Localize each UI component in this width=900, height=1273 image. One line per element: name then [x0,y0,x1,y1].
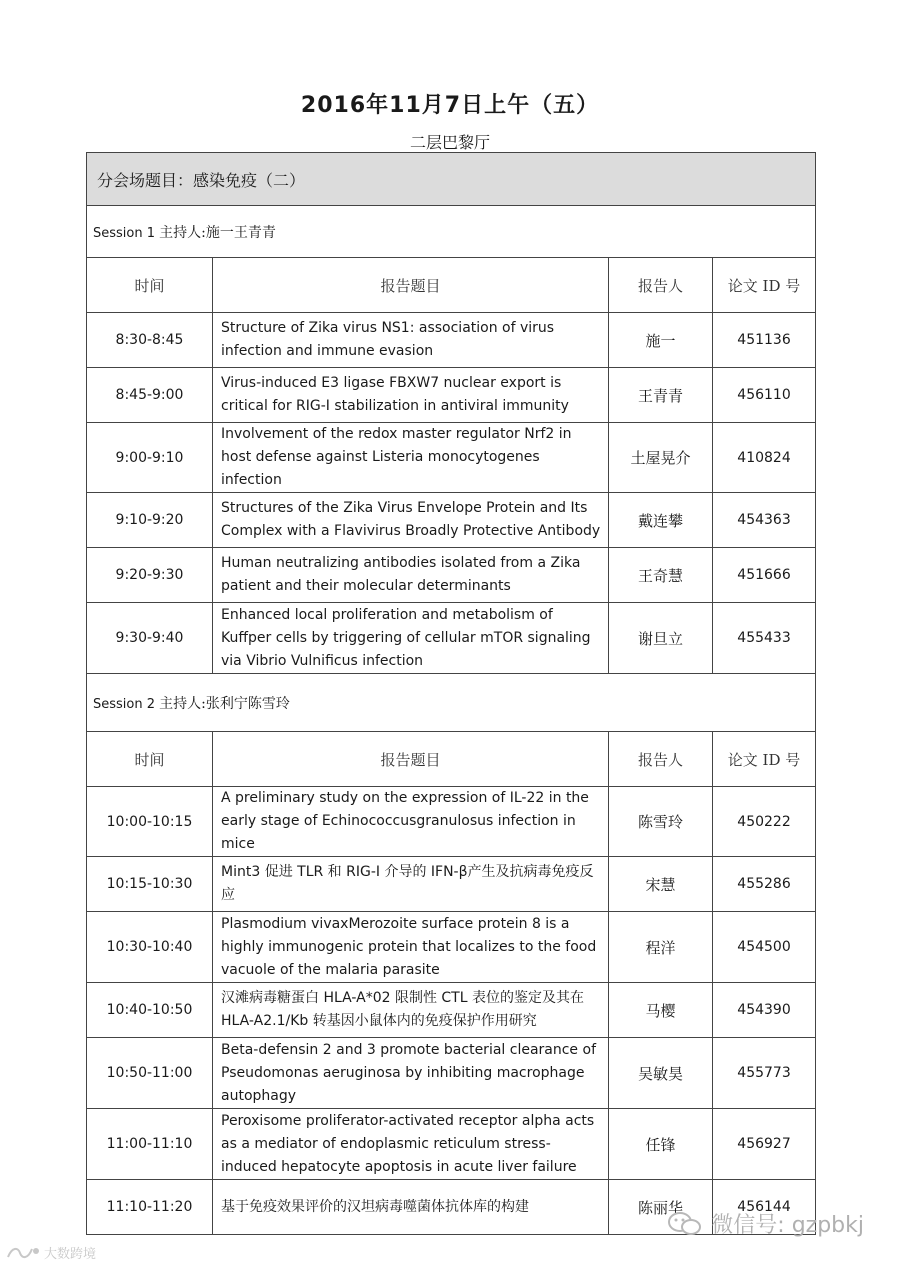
cell-paper-id: 451666 [713,548,816,603]
session-hosts: 主持人:施一王青青 [159,224,276,241]
cell-speaker: 王奇慧 [609,548,713,603]
cell-time: 8:45-9:00 [87,368,213,423]
page-title: 2016年11月7日上午（五） [300,93,600,118]
table-row [87,603,816,674]
table-row [87,912,816,983]
wechat-watermark [667,1208,864,1239]
logo-icon [6,1245,40,1261]
table-row [87,423,816,493]
cell-topic: Mint3 促进 TLR 和 RIG-I 介导的 IFN-β产生及抗病毒免疫反应 [213,857,609,912]
cell-speaker: 谢旦立 [609,603,713,674]
cell-time: 8:30-8:45 [87,313,213,368]
table-row [87,548,816,603]
session-header-row [87,674,816,732]
section-title: 分会场题目：感染免疫（二） [87,153,816,206]
cell-topic: Enhanced local proliferation and metabolism of Kuffper cells by triggering of cellular mTOR signaling via Vibrio Vulnificus infection [213,603,609,674]
cell-topic: Involvement of the redox master regulator Nrf2 in host defense against Listeria monocytogenes infection [213,423,609,493]
cell-topic: Plasmodium vivaxMerozoite surface protein 8 is a highly immunogenic protein that localizes to the food vacuole of the malaria parasite [213,912,609,983]
table-row [87,1038,816,1109]
cell-topic: 基于免疫效果评价的汉坦病毒噬菌体抗体库的构建 [213,1180,609,1235]
cell-time: 10:40-10:50 [87,983,213,1038]
wechat-id-text: 微信号: gzpbkj [711,1213,864,1238]
cell-paper-id: 454363 [713,493,816,548]
cell-paper-id: 456144 [713,1180,816,1235]
table-row [87,493,816,548]
cell-speaker: 陈丽华 [609,1180,713,1235]
cell-topic: Virus-induced E3 ligase FBXW7 nuclear export is critical for RIG-I stabilization in antiviral immunity [213,368,609,423]
cell-paper-id: 456110 [713,368,816,423]
cell-topic: 汉滩病毒糖蛋白 HLA-A*02 限制性 CTL 表位的鉴定及其在 HLA-A2.1/Kb 转基因小鼠体内的免疫保护作用研究 [213,983,609,1038]
schedule-table [86,152,816,1235]
col-header-time: 时间 [87,732,213,787]
cell-paper-id: 456927 [713,1109,816,1180]
session-label: Session 2 [93,696,156,712]
cell-time: 10:15-10:30 [87,857,213,912]
cell-time: 10:00-10:15 [87,787,213,857]
cell-time: 10:30-10:40 [87,912,213,983]
cell-topic: Human neutralizing antibodies isolated from a Zika patient and their molecular determinants [213,548,609,603]
col-header-topic: 报告题目 [213,258,609,313]
cell-paper-id: 450222 [713,787,816,857]
cell-time: 9:30-9:40 [87,603,213,674]
cell-time: 10:50-11:00 [87,1038,213,1109]
table-row [87,1109,816,1180]
cell-paper-id: 454390 [713,983,816,1038]
cell-speaker: 陈雪玲 [609,787,713,857]
cell-topic: Structure of Zika virus NS1: association of virus infection and immune evasion [213,313,609,368]
cell-paper-id: 451136 [713,313,816,368]
table-row [87,857,816,912]
cell-paper-id: 455286 [713,857,816,912]
cell-speaker: 戴连攀 [609,493,713,548]
cell-speaker: 土屋晃介 [609,423,713,493]
col-header-time: 时间 [87,258,213,313]
venue-location: 二层巴黎厅 [409,133,490,152]
cell-speaker: 程洋 [609,912,713,983]
cell-topic: Beta-defensin 2 and 3 promote bacterial clearance of Pseudomonas aeruginosa by inhibiting macrophage autophagy [213,1038,609,1109]
cell-time: 11:00-11:10 [87,1109,213,1180]
col-header-id: 论文 ID 号 [713,732,816,787]
table-row [87,787,816,857]
cell-speaker: 马樱 [609,983,713,1038]
cell-topic: Peroxisome proliferator-activated receptor alpha acts as a mediator of endoplasmic reticulum stress-induced hepatocyte apoptosis in acute liver failure [213,1109,609,1180]
corner-watermark [6,1243,96,1262]
session-header-row [87,206,816,258]
corner-watermark-text: 大数跨境 [44,1247,97,1262]
cell-speaker: 王青青 [609,368,713,423]
cell-time: 9:10-9:20 [87,493,213,548]
column-header-row [87,732,816,787]
cell-paper-id: 455773 [713,1038,816,1109]
cell-speaker: 任锋 [609,1109,713,1180]
section-title-row [87,153,816,206]
session-label: Session 1 [93,225,156,241]
cell-paper-id: 455433 [713,603,816,674]
table-row [87,368,816,423]
col-header-topic: 报告题目 [213,732,609,787]
col-header-speaker: 报告人 [609,732,713,787]
cell-time: 9:00-9:10 [87,423,213,493]
col-header-speaker: 报告人 [609,258,713,313]
cell-paper-id: 454500 [713,912,816,983]
cell-speaker: 施一 [609,313,713,368]
cell-topic: A preliminary study on the expression of IL-22 in the early stage of Echinococcusgranulosus infection in mice [213,787,609,857]
col-header-id: 论文 ID 号 [713,258,816,313]
column-header-row [87,258,816,313]
cell-time: 9:20-9:30 [87,548,213,603]
table-row [87,313,816,368]
cell-speaker: 吴敏昊 [609,1038,713,1109]
cell-topic: Structures of the Zika Virus Envelope Protein and Its Complex with a Flavivirus Broadly Protective Antibody [213,493,609,548]
session-hosts: 主持人:张利宁陈雪玲 [159,695,290,712]
wechat-icon [667,1211,703,1237]
cell-paper-id: 410824 [713,423,816,493]
cell-speaker: 宋慧 [609,857,713,912]
cell-time: 11:10-11:20 [87,1180,213,1235]
table-row [87,983,816,1038]
